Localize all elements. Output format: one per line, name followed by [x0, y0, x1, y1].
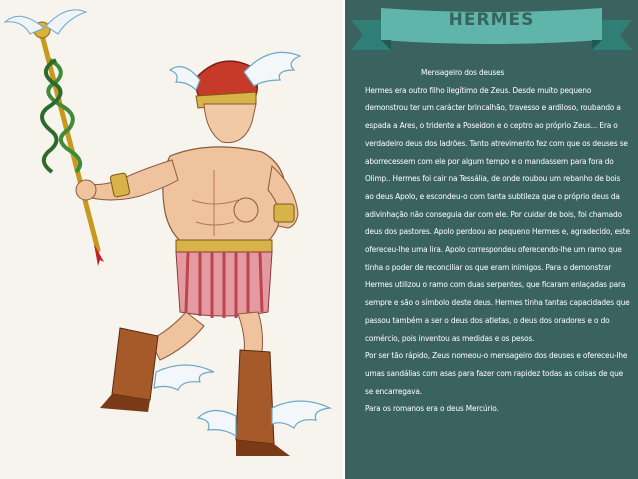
article-paragraph: Para os romanos era o deus Mercúrio.: [365, 403, 499, 414]
hermes-torso: [163, 147, 286, 248]
winged-helmet: [170, 52, 300, 108]
caduceus-icon: [5, 10, 104, 266]
winged-sandals: [100, 328, 330, 456]
article-panel: [345, 0, 638, 479]
page-title: HERMES: [448, 10, 535, 30]
title-banner: [345, 0, 638, 64]
article-body: [365, 64, 631, 418]
article-subtitle: Mensageiro dos deuses: [421, 67, 505, 77]
hermes-kilt: [176, 240, 272, 318]
article-paragraph: Por ser tão rápido, Zeus nomeou-o mensageiro dos deuses e ofereceu-lhe umas sandálias com asas para fazer com rapidez todas as coisas de que se encarregava.: [365, 350, 628, 396]
article-paragraph: Hermes era outro filho ilegítimo de Zeus. Desde muito pequeno demonstrou ter um carácter brincalhão, travesso e ardiloso, roubando a espada a Ares, o tridente a Poseidon e o ceptro ao próprio Zeus... Era o verdadeiro deus dos ladrões. Tanto atrevimento fez com que os deuses se aborrecessem com ele por algum tempo e o mandassem para fora do Olimp.. Hermes foi cair na Tessália, de onde roubou um rebanho de bois ao deus Apolo, e escondeu-o com tanta subtileza que o próprio deus da adivinhação não conseguia dar com ele. Por cuidar de bois, foi chamado deus dos pastores. Apolo perdoou ao pequeno Hermes e, agradecido, este ofereceu-lhe uma lira. Apolo correspondeu oferecendo-lhe um ramo que tinha o poder de reconciliar os que eram inimigos. Para o demonstrar Hermes utilizou o ramo com duas serpentes, que ficaram enlaçadas para sempre e são o símbolo deste deus. Hermes tinha tantas capacidades que passou também a ser o deus dos atletas, o deus dos oradores e o do comércio, pois inventou as medidas e os pesos.: [365, 84, 630, 343]
